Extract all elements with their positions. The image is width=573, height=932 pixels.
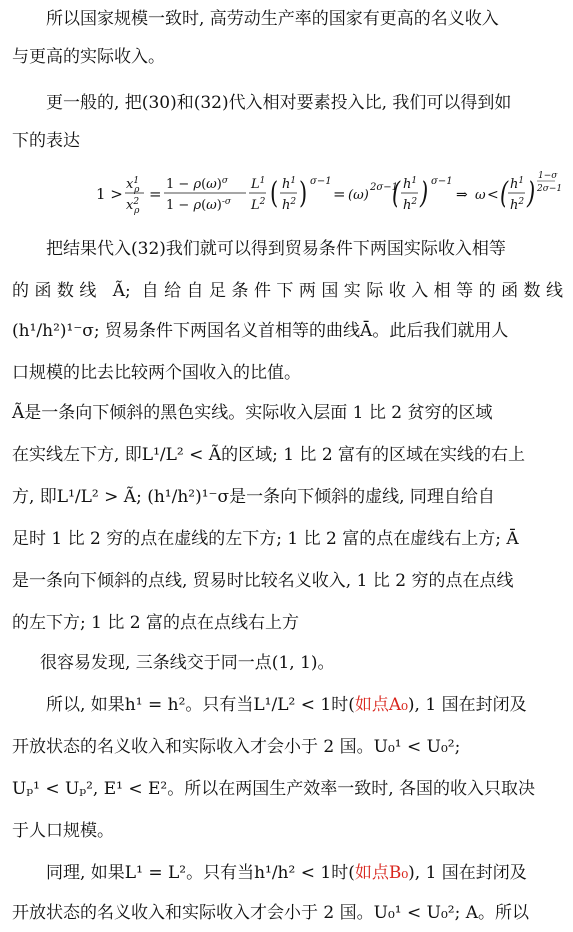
paragraph-line: 于人口规模。	[12, 821, 114, 841]
svg-text:1 − ρ(ω)σ: $1 - \rho(\omega)^\sigma$	[166, 176, 229, 192]
paragraph-line: 足时 1 比 2 穷的点在虚线的左下方; 1 比 2 富的点在虚线右上方; Ā	[12, 529, 519, 549]
formula-svg	[96, 166, 563, 222]
paragraph-line: 开放状态的名义收入和实际收入才会小于 2 国。U₀¹ < U₀²;	[12, 737, 461, 757]
text-segment: 所以, 如果h¹ = h²。只有当L¹/L² < 1时(	[46, 695, 355, 715]
svg-text:1 >: 1 >	[96, 185, 123, 203]
paragraph-line: (h¹/h²)¹⁻σ; 贸易条件下两国名义首相等的曲线Ā。此后我们就用人	[12, 321, 509, 341]
svg-text:<: <	[487, 187, 499, 203]
svg-text:h2: $h^2$	[510, 197, 525, 213]
display-formula	[96, 166, 563, 222]
svg-text:=: =	[149, 185, 162, 203]
paragraph-line: 更一般的, 把(30)和(32)代入相对要素投入比, 我们可以得到如	[46, 93, 512, 113]
svg-text:2σ−1: 2σ−1	[370, 182, 398, 193]
point-b0-reference[interactable]: 如点B₀	[354, 863, 409, 883]
svg-text:h1: $h^1$	[403, 176, 418, 192]
svg-text:): )	[299, 176, 308, 212]
text-segment: 同理, 如果L¹ = L²。只有当h¹/h² < 1时(	[46, 863, 355, 883]
paragraph-line: Uₚ¹ < Uₚ², E¹ < E²。所以在两国生产效率一致时, 各国的收入只取决	[12, 779, 536, 799]
paragraph-line: 方, 即L¹/L² > Ã; (h¹/h²)¹⁻σ是一条向下倾斜的虚线, 同理自给自	[12, 487, 495, 507]
svg-text:h1: $h^1$	[282, 176, 297, 192]
svg-text:): )	[527, 176, 536, 212]
paragraph-line: 在实线左下方, 即L¹/L² < Ã的区域; 1 比 2 富有的区域在实线的右上	[12, 445, 526, 465]
svg-text:L1: $L^1$	[251, 176, 266, 192]
paragraph-line: 是一条向下倾斜的点线, 贸易时比较名义收入, 1 比 2 穷的点在点线	[12, 571, 514, 591]
svg-text:1 − ρ(ω)-σ: $1 - \rho(\omega)^{-\sigma}$	[166, 197, 232, 213]
text-segment: ), 1 国在封闭及	[407, 695, 527, 715]
svg-text:h2: $h^2$	[403, 197, 418, 213]
paragraph-line: 下的表达	[12, 131, 80, 151]
svg-text:(: (	[392, 176, 401, 212]
svg-text:h1: $h^1$	[510, 176, 525, 192]
svg-text:h2: $h^2$	[282, 197, 297, 213]
paragraph-line: 很容易发现, 三条线交于同一点(1, 1)。	[40, 653, 335, 673]
paragraph-line: 开放状态的名义收入和实际收入才会小于 2 国。U₀¹ < U₀²; A。所以	[12, 903, 529, 923]
paragraph-line	[46, 862, 563, 884]
svg-text:(: (	[270, 176, 279, 212]
paragraph-line	[46, 694, 563, 716]
paragraph-line: 的左下方; 1 比 2 富的点在点线右上方	[12, 613, 299, 633]
svg-text:(ω): (ω)	[348, 188, 369, 203]
paragraph-line: 的函数线 Ã; 自给自足条件下两国实际收入相等的函数线	[12, 281, 563, 301]
text-segment: ), 1 国在封闭及	[408, 863, 527, 883]
svg-text:(: (	[500, 176, 509, 212]
svg-text:ω: ω	[475, 188, 486, 203]
svg-text:=: =	[333, 185, 346, 203]
svg-text:⇒: ⇒	[456, 187, 468, 203]
svg-text:σ−1: σ−1	[310, 176, 332, 187]
svg-text:2σ−1: 2σ−1	[537, 184, 563, 194]
paragraph-line: 所以国家规模一致时, 高劳动生产率的国家有更高的名义收入	[46, 9, 499, 29]
svg-text:x1ρ: $x^1$ ρ	[126, 176, 140, 195]
svg-text:1−σ: 1−σ	[538, 171, 558, 181]
paragraph-line: Ã是一条向下倾斜的黑色实线。实际收入层面 1 比 2 贫穷的区域	[12, 403, 493, 423]
paragraph-line: 把结果代入(32)我们就可以得到贸易条件下两国实际收入相等	[46, 239, 506, 259]
point-a0-reference[interactable]: 如点A₀	[354, 695, 408, 715]
paragraph-line: 与更高的实际收入。	[12, 47, 165, 67]
svg-text:x2ρ: $x^2$ ρ	[126, 197, 140, 216]
paragraph-line: 口规模的比去比较两个国收入的比值。	[12, 363, 301, 383]
svg-text:): )	[420, 176, 429, 212]
svg-text:σ−1: σ−1	[431, 176, 453, 187]
svg-text:L2: $L^2$	[251, 197, 266, 213]
